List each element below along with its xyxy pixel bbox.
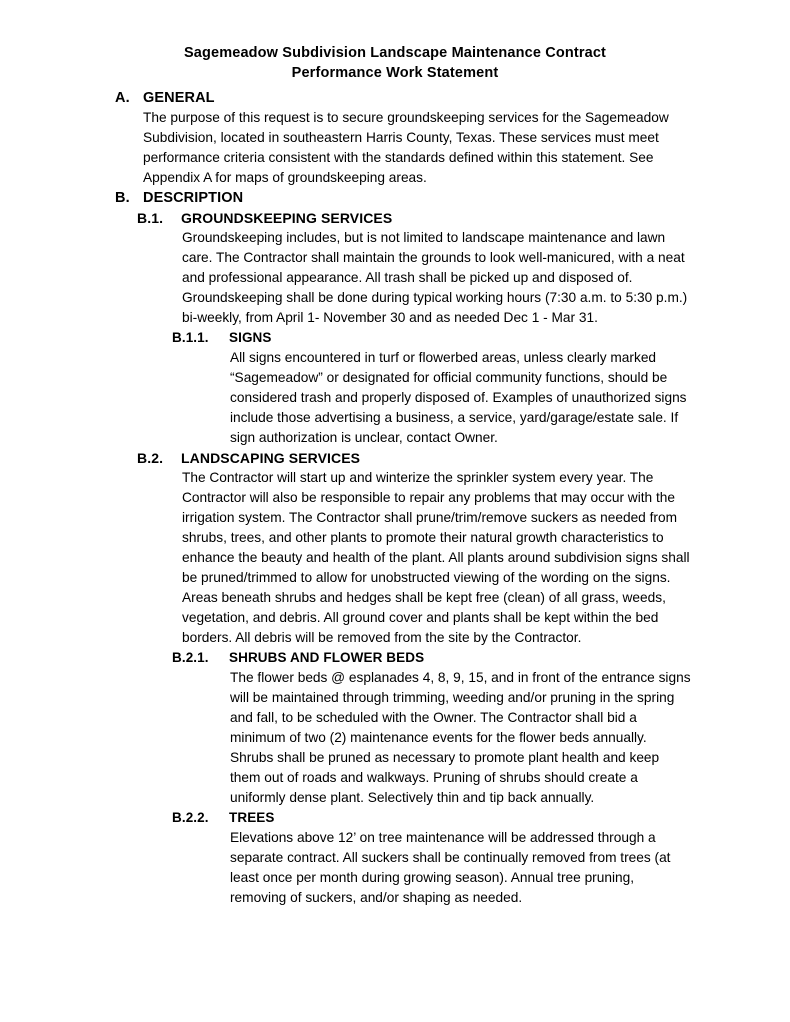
section-heading-b2 <box>0 448 790 468</box>
document-title-line-2: Performance Work Statement <box>291 65 499 81</box>
section-number-b2: B.2. <box>137 450 164 466</box>
section-label-b2: LANDSCAPING SERVICES <box>181 450 361 466</box>
section-body-b2: The Contractor will start up and winterize the sprinkler system every year. The Contractor will also be responsible to repair any problems that may occur with the irrigation system. The Contractor shall prune/trim/remove suckers as needed from shrubs, trees, and other plants to promote their natural growth characteristics to enhance the beauty and health of the plant. All plants around subdivision signs shall be pruned/trimmed to allow for unobstructed viewing of the wording on the signs. Areas beneath shrubs and hedges shall be kept free (clean) of all grass, weeds, vegetation, and debris. All ground cover and plants shall be kept within the bed borders. All debris will be removed from the site by the Contractor. <box>182 470 690 645</box>
section-heading-b11 <box>0 328 790 348</box>
section-body-b21: The flower beds @ esplanades 4, 8, 9, 15, and in front of the entrance signs will be maintained through trimming, weeding and/or pruning in the spring and fall, to be scheduled with the Owner. The Contractor shall bid a minimum of two (2) maintenance events for the flower beds annually. Shrubs shall be pruned as necessary to promote plant health and keep them out of roads and walkways. Pruning of shrubs should create a uniformly dense plant. Selectively thin and tip back annually. <box>230 670 691 805</box>
section-label-a: GENERAL <box>143 90 215 106</box>
section-body-b22: Elevations above 12’ on tree maintenance will be addressed through a separate contract. All suckers shall be continually removed from trees (at least once per month during growing season). Annual tree pruning, removing of suckers, and/or shaping as needed. <box>230 830 671 905</box>
section-heading-b21 <box>0 648 790 668</box>
section-label-b21: SHRUBS AND FLOWER BEDS <box>229 650 425 665</box>
section-number-b22: B.2.2. <box>172 810 209 825</box>
document-title-line-1: Sagemeadow Subdivision Landscape Maintenance Contract <box>183 45 607 61</box>
section-number-b11: B.1.1. <box>172 330 209 345</box>
section-number-b21: B.2.1. <box>172 650 209 665</box>
section-body-b11: All signs encountered in turf or flowerbed areas, unless clearly marked “Sagemeadow” or designated for official community functions, should be considered trash and properly disposed of. Examples of unauthorized signs include those advertising a business, a service, yard/garage/estate sale. If sign authorization is unclear, contact Owner. <box>230 350 687 445</box>
section-number-b: B. <box>115 190 130 206</box>
section-number-a: A. <box>115 90 130 106</box>
section-heading-a <box>0 88 790 108</box>
section-heading-b1 <box>0 208 790 228</box>
section-body-b1: Groundskeeping includes, but is not limited to landscape maintenance and lawn care. The Contractor shall maintain the grounds to look well-manicured, with a neat and professional appearance. All trash shall be picked up and disposed of. Groundskeeping shall be done during typical working hours (7:30 a.m. to 5:30 p.m.) bi-weekly, from April 1- November 30 and as needed Dec 1 - Mar 31. <box>182 230 688 325</box>
section-label-b: DESCRIPTION <box>143 190 244 206</box>
document-body <box>0 88 790 908</box>
section-heading-b22 <box>0 808 790 828</box>
document-title <box>0 43 790 83</box>
section-body-a: The purpose of this request is to secure groundskeeping services for the Sagemeadow Subdivision, located in southeastern Harris County, Texas. These services must meet performance criteria consistent with the standards defined within this statement. See Appendix A for maps of groundskeeping areas. <box>143 110 669 185</box>
section-label-b11: SIGNS <box>229 330 272 345</box>
section-label-b22: TREES <box>229 810 275 825</box>
section-number-b1: B.1. <box>137 210 164 226</box>
section-heading-b <box>0 188 790 208</box>
section-label-b1: GROUNDSKEEPING SERVICES <box>181 210 393 226</box>
